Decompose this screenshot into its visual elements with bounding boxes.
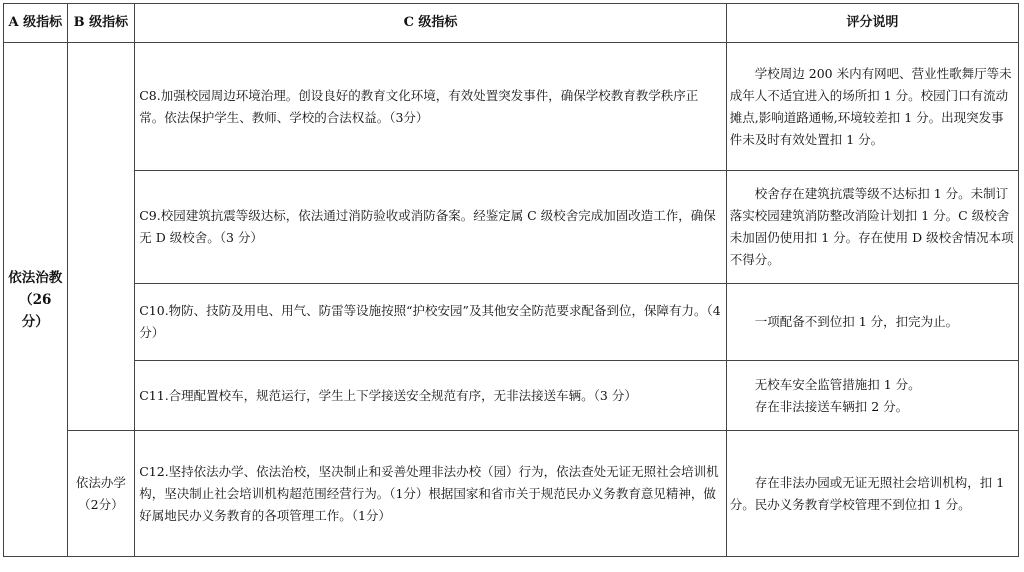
scoring-note-text: 存在非法办园或无证无照社会培训机构，扣 1 分。民办义务教育学校管理不到位扣 1 分。 — [729, 474, 1005, 512]
table-row — [4, 284, 1019, 361]
scoring-note-cell — [726, 431, 1018, 557]
scoring-note-text: 学校周边 200 米内有网吧、营业性歌舞厅等未成年人不适宜进入的场所扣 1 分。校园门口有流动摊点,影响道路通畅,环境较差扣 1 分。出现突发事件未及时有效处置扣 1 分。 — [729, 65, 1012, 147]
c-level-cell: C9.校园建筑抗震等级达标，依法通过消防验收或消防备案。经鉴定属 C 级校舍完成加固改造工作，确保无 D 级校舍。（3 分） — [135, 171, 727, 284]
scoring-note-cell — [726, 171, 1018, 284]
evaluation-table — [3, 3, 1019, 557]
b-level-name: 依法办学 — [75, 474, 126, 490]
header-c-level: C 级指标 — [135, 4, 727, 43]
a-level-cell — [4, 43, 68, 557]
c-level-cell: C11.合理配置校车，规范运行，学生上下学接送安全规范有序，无非法接送车辆。（3 分） — [135, 361, 727, 431]
scoring-note-cell — [726, 43, 1018, 171]
table-row — [4, 361, 1019, 431]
b-level-score: （2分） — [78, 496, 124, 512]
c-level-cell: C12.坚持依法办学、依法治校，坚决制止和妥善处理非法办校（园）行为，依法查处无证无照社会培训机构，坚决制止社会培训机构超范围经营行为。（1分）根据国家和省市关于规范民办义务教育意见精神，做好属地民办义务教育的各项管理工作。（1分） — [135, 431, 727, 557]
a-level-name: 依法治教 — [8, 269, 63, 286]
scoring-note-cell — [726, 284, 1018, 361]
scoring-note-line-2: 存在非法接送车辆扣 2 分。 — [754, 398, 909, 414]
table-row — [4, 431, 1019, 557]
scoring-note-text: 校舍存在建筑抗震等级不达标扣 1 分。未制订落实校园建筑消防整改消险计划扣 1 分。C 级校舍未加固仍使用扣 1 分。存在使用 D 级校舍情况本项不得分。 — [729, 186, 1014, 267]
c-level-cell: C8.加强校园周边环境治理。创设良好的教育文化环境，有效处置突发事件，确保学校教育教学秩序正常。依法保护学生、教师、学校的合法权益。（3分） — [135, 43, 727, 171]
scoring-note-line-1: 无校车安全监管措施扣 1 分。 — [754, 376, 921, 392]
table-row — [4, 43, 1019, 171]
scoring-note-text: 一项配备不到位扣 1 分，扣完为止。 — [754, 314, 959, 329]
header-row — [4, 4, 1019, 43]
b-level-empty-cell — [67, 43, 135, 431]
header-a-level: A 级指标 — [4, 4, 68, 43]
scoring-note-cell — [726, 361, 1018, 431]
header-b-level: B 级指标 — [67, 4, 135, 43]
table-row — [4, 171, 1019, 284]
c-level-cell: C10.物防、技防及用电、用气、防雷等设施按照“护校安园”及其他安全防范要求配备到位，保障有力。（4分） — [135, 284, 727, 361]
b-level-cell — [67, 431, 135, 557]
header-scoring-notes: 评分说明 — [726, 4, 1018, 43]
a-level-score: （26 分） — [19, 291, 52, 330]
